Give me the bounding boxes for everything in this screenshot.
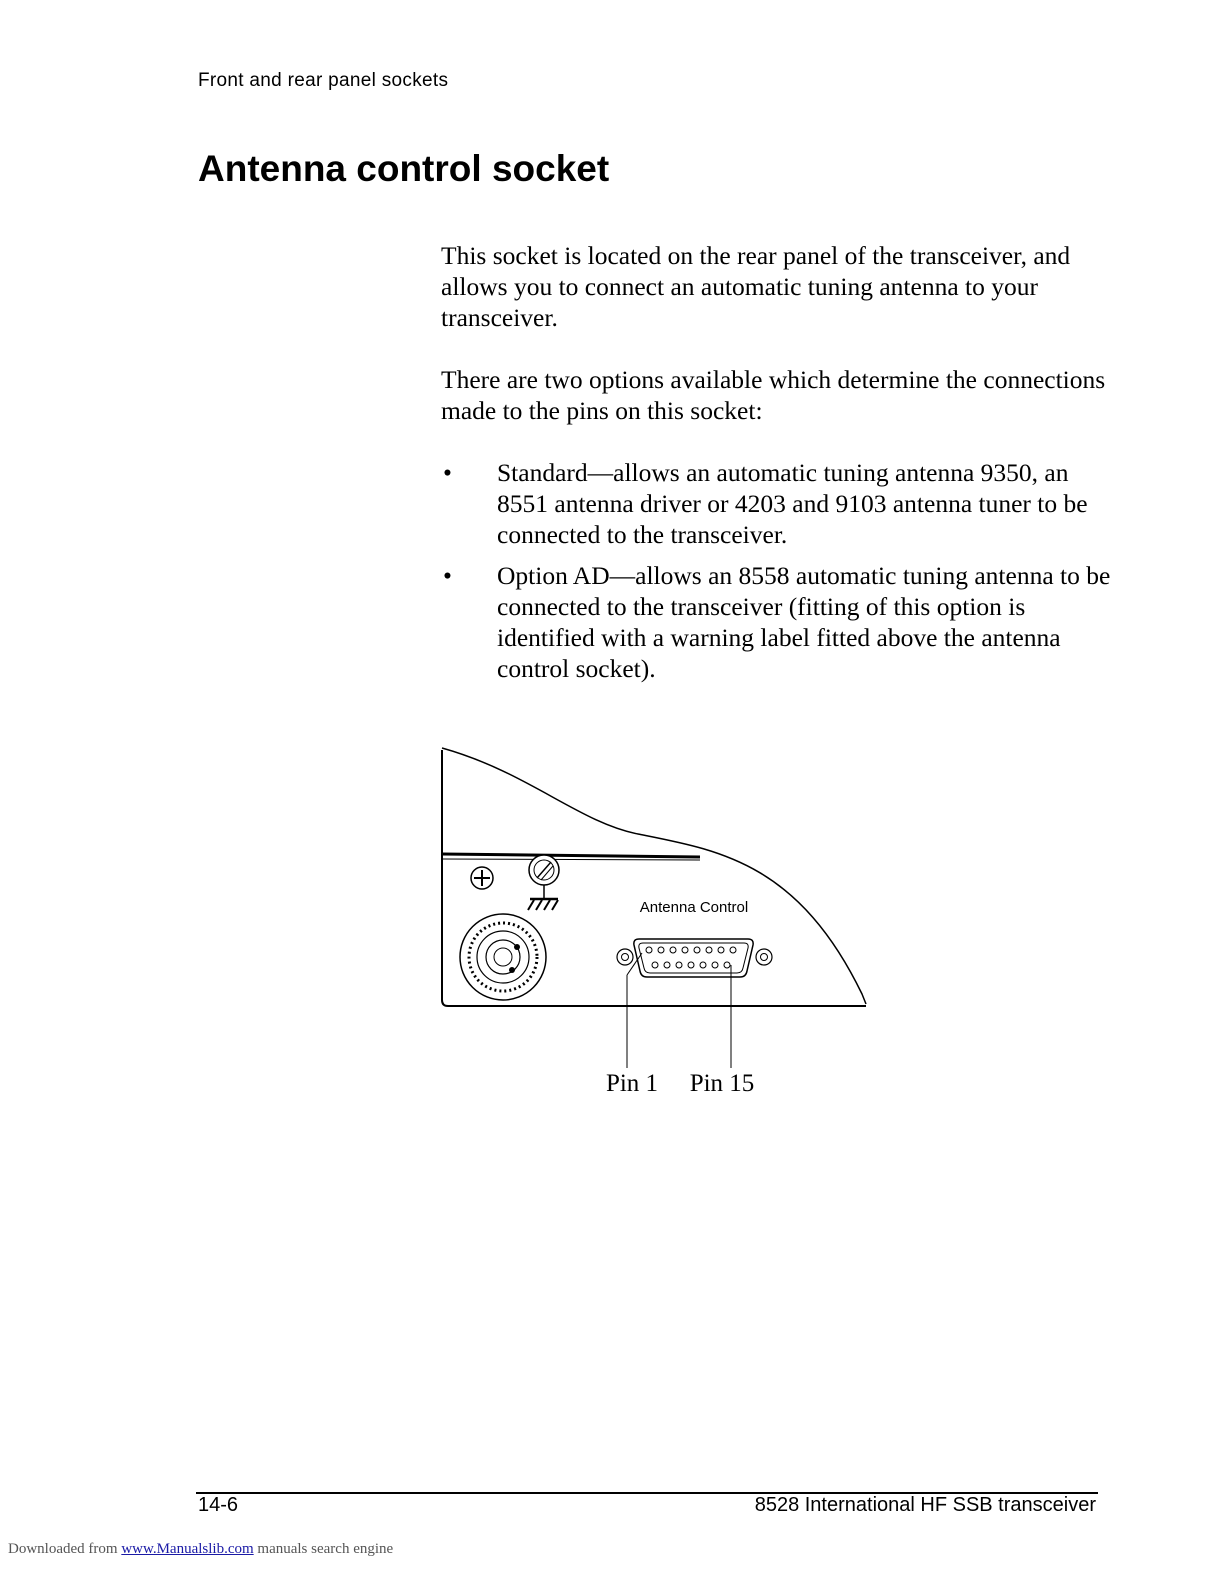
running-head: Front and rear panel sockets [198, 70, 449, 91]
list-item [441, 457, 1121, 550]
intro-paragraph: This socket is located on the rear panel of the transceiver, and allows you to connect an automatic tuning antenna to your transceiver. [441, 241, 1071, 332]
list-item [441, 560, 1121, 684]
manualslib-link[interactable]: www.Manualslib.com [121, 1541, 254, 1557]
body-text [441, 240, 1121, 694]
download-note [8, 1541, 393, 1558]
footer-product-name: 8528 International HF SSB transceiver [754, 1494, 1096, 1516]
download-note-suffix: manuals search engine [257, 1541, 394, 1557]
pin1-label: Pin 1 [605, 1070, 659, 1097]
options-paragraph: There are two options available which determine the connections made to the pins on this socket: [441, 365, 1106, 425]
round-connector-icon [460, 914, 546, 1000]
page-number: 14-6 [198, 1494, 239, 1516]
dsub-connector-icon [617, 939, 772, 977]
bullet-text-standard: Standard—allows an automatic tuning antenna 9350, an 8551 antenna driver or 4203 and 9103 antenna tuner to be connected to the transceiver. [497, 458, 1088, 549]
panel-rail [442, 854, 700, 857]
bullet-icon: • [443, 561, 452, 590]
ground-terminal-icon [528, 855, 559, 910]
antenna-control-label: Antenna Control [639, 899, 749, 916]
bullet-text-option-ad: Option AD—allows an 8558 automatic tuning antenna to be connected to the transceiver (fitting of this option is identified with a warning label fitted above the antenna control socket). [497, 561, 1111, 683]
bullet-icon: • [443, 458, 452, 487]
screw-icon [471, 867, 493, 889]
rear-panel-figure [438, 742, 878, 1102]
pin15-label: Pin 15 [689, 1070, 755, 1097]
options-list [441, 457, 1121, 684]
page-title: Antenna control socket [198, 148, 610, 189]
download-note-prefix: Downloaded from [8, 1541, 118, 1557]
